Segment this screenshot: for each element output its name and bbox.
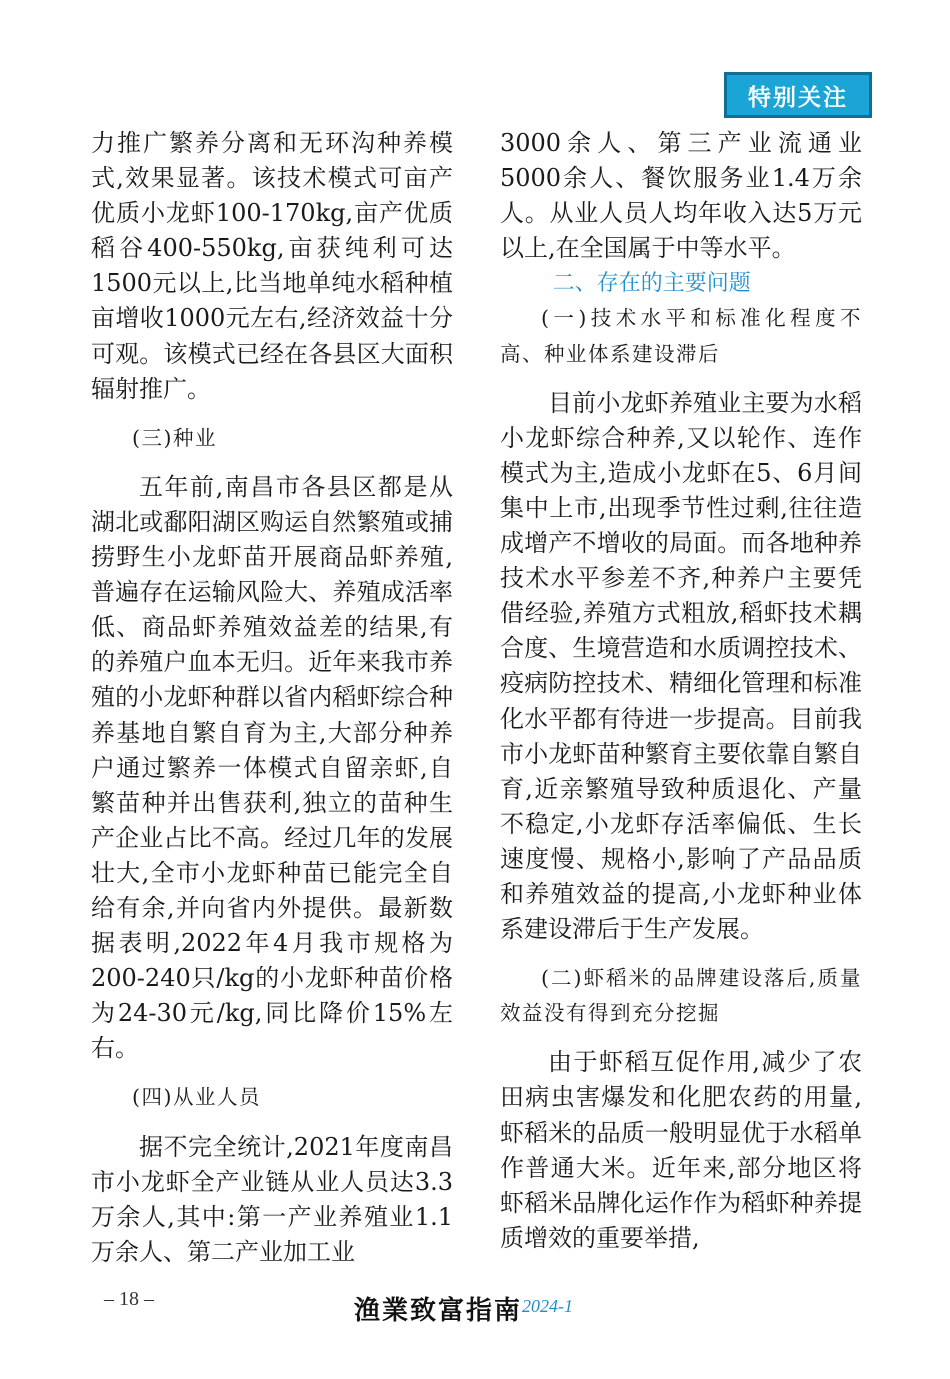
paragraph: 目前小龙虾养殖业主要为水稻小龙虾综合种养,又以轮作、连作模式为主,造成小龙虾在5、6月间集中上市,出现季节性过剩,往往造成增产不增收的局面。而各地种养技术水平参差不齐,种养户主要凭借经验,养殖方式粗放,稻虾技术耦合度、生境营造和水质调控技术、疫病防控技术、精细化管理和标准化水平都有待进一步提高。目前我市小龙虾苗种繁育主要依靠自繁自育,近亲繁殖导致种质退化、产量不稳定,小龙虾存活率偏低、生长速度慢、规格小,影响了产品品质和养殖效益的提高,小龙虾种业体系建设滞后于生产发展。 [500,388,862,944]
paragraph: 据不完全统计,2021年度南昌市小龙虾全产业链从业人员达3.3万余人,其中:第一产业养殖业1.1万余人、第二产业加工业 [91,1132,453,1266]
subheading: (三)种业 [132,425,217,450]
section-heading: 二、存在的主要问题 [552,271,751,297]
right-column [500,126,862,1256]
paragraph: 五年前,南昌市各县区都是从湖北或鄱阳湖区购运自然繁殖或捕捞野生小龙虾苗开展商品虾养殖,普遍存在运输风险大、养殖成活率低、商品虾养殖效益差的结果,有的养殖户血本无归。近年来我市养殖的小龙虾种群以省内稻虾综合种养基地自繁自育为主,大部分种养户通过繁养一体模式自留亲虾,自繁苗种并出售获利,独立的苗种生产企业占比不高。经过几年的发展壮大,全市小龙虾种苗已能完全自给有余,并向省内外提供。最新数据表明,2022年4月我市规格为200-240只/kg的小龙虾种苗价格为24-30元/kg,同比降价15%左右。 [91,472,453,1063]
journal-title: 渔業致富指南 [354,1296,523,1326]
paragraph: 由于虾稻互促作用,减少了农田病虫害爆发和化肥农药的用量,虾稻米的品质一般明显优于水稻单作普通大米。近年来,部分地区将虾稻米品牌化运作作为稻虾种养提质增效的重要举措, [500,1048,862,1252]
section-badge: 特别关注 [724,72,872,118]
subheading: (一)技术水平和标准化程度不高、种业体系建设滞后 [500,306,862,366]
subheading: (二)虾稻米的品牌建设落后,质量效益没有得到充分挖掘 [500,966,862,1026]
paragraph: 3000余人、第三产业流通业5000余人、餐饮服务业1.4万余人。从业人员人均年收入达5万元以上,在全国属于中等水平。 [500,129,862,263]
page-number: – 18 – [104,1288,154,1310]
left-column [91,126,453,1270]
issue-number: 2024-1 [522,1296,573,1316]
paragraph: 力推广繁养分离和无环沟种养模式,效果显著。该技术模式可亩产优质小龙虾100-170kg,亩产优质稻谷400-550kg,亩获纯利可达1500元以上,比当地单纯水稻种植亩增收1000元左右,经济效益十分可观。该模式已经在各县区大面积辐射推广。 [91,129,453,403]
subheading: (四)从业人员 [132,1085,261,1110]
